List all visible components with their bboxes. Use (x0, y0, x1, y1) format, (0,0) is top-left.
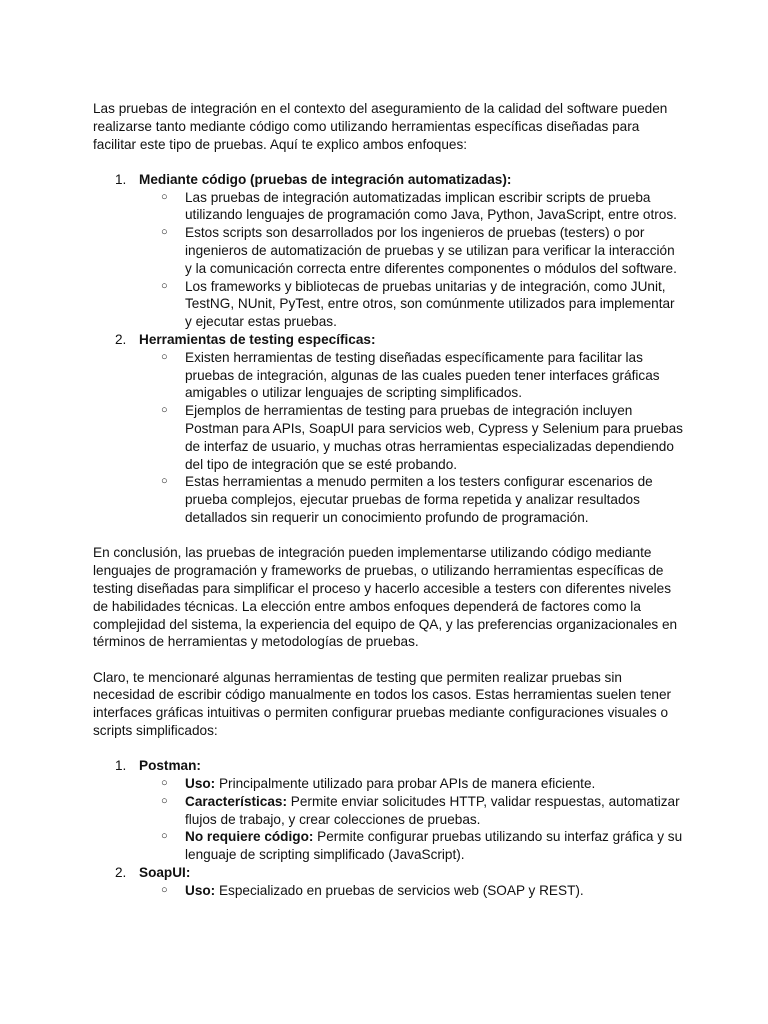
hollow-circle-bullet-icon (161, 473, 168, 491)
sub-list-item-text: Las pruebas de integración automatizadas implican escribir scripts de prueba utilizando lenguajes de programación como Java, Python, JavaScript, entre otros. (185, 189, 677, 223)
item-label: No requiere código: (185, 829, 314, 845)
sub-list-item (139, 882, 683, 900)
list-number: 1. (115, 758, 127, 774)
sub-list-item (139, 473, 683, 526)
hollow-circle-bullet-icon (161, 828, 168, 846)
list-number: 2. (115, 332, 127, 348)
item-text: Principalmente utilizado para probar APIs de manera eficiente. (215, 776, 596, 792)
approaches-list (93, 171, 683, 527)
sub-list-item (139, 793, 683, 829)
hollow-circle-bullet-icon (161, 349, 168, 367)
list-item-postman (93, 757, 683, 864)
sub-list-item-text: Estas herramientas a menudo permiten a los testers configurar escenarios de prueba complejos, ejecutar pruebas de forma repetida y analizar resultados detallados sin requerir un conocimiento profundo de programación. (185, 474, 653, 526)
sub-list (139, 775, 683, 864)
item-text: Especializado en pruebas de servicios web (SOAP y REST). (215, 882, 584, 898)
conclusion-paragraph: En conclusión, las pruebas de integración pueden implementarse utilizando código mediante lenguajes de programación y frameworks de pruebas, o utilizando herramientas específicas de testing diseñadas para simplificar el proceso y hacerlo accesible a testers con diferentes niveles de habilidades técnicas. La elección entre ambos enfoques dependerá de factores como la complejidad del sistema, la experiencia del equipo de QA, y las preferencias organizacionales en términos de herramientas y metodologías de pruebas. (93, 545, 678, 650)
list-item-soapui (93, 864, 683, 900)
sub-list-item (139, 189, 683, 225)
sub-list-item-text: Los frameworks y bibliotecas de pruebas unitarias y de integración, como JUnit, TestNG, NUnit, PyTest, entre otros, son comúnmente utilizados para implementar y ejecutar estas pruebas. (185, 278, 675, 330)
sub-list-item-text: Ejemplos de herramientas de testing para pruebas de integración incluyen Postman para APIs, SoapUI para servicios web, Cypress y Selenium para pruebas de interfaz de usuario, y muchas otras herramientas especializadas dependiendo del tipo de integración que se esté probando. (185, 403, 683, 472)
hollow-circle-bullet-icon (161, 402, 168, 420)
list-item-heading: Postman: (139, 758, 201, 774)
item-text: Permite enviar solicitudes HTTP, validar respuestas, automatizar flujos de trabajo, y crear colecciones de pruebas. (185, 793, 680, 827)
list-number: 1. (115, 171, 127, 187)
sub-list (139, 882, 683, 900)
sub-list (139, 189, 683, 331)
sub-list-item (139, 278, 683, 331)
document-page (93, 100, 683, 917)
hollow-circle-bullet-icon (161, 189, 168, 207)
list-item-approach-code (93, 171, 683, 331)
tools-intro-paragraph: Claro, te mencionaré algunas herramientas de testing que permiten realizar pruebas sin necesidad de escribir código manualmente en todos los casos. Estas herramientas suelen tener interfaces gráficas intuitivas o permiten configurar pruebas mediante configuraciones visuales o scripts simplificados: (93, 669, 672, 738)
intro-paragraph: Las pruebas de integración en el contexto del aseguramiento de la calidad del software pueden realizarse tanto mediante código como utilizando herramientas específicas diseñadas para facilitar este tipo de pruebas. Aquí te explico ambos enfoques: (93, 101, 668, 152)
sub-list-item (139, 402, 683, 473)
hollow-circle-bullet-icon (161, 882, 168, 900)
list-number: 2. (115, 865, 127, 881)
sub-list-item-text: Existen herramientas de testing diseñadas específicamente para facilitar las pruebas de integración, algunas de las cuales pueden tener interfaces gráficas amigables o utilizar lenguajes de scripting simplificados. (185, 349, 660, 401)
sub-list-item (139, 224, 683, 277)
hollow-circle-bullet-icon (161, 793, 168, 811)
item-label: Uso: (185, 776, 216, 792)
item-text: Permite configurar pruebas utilizando su interfaz gráfica y su lenguaje de scripting simplificado (JavaScript). (185, 829, 683, 863)
item-label: Uso: (185, 882, 216, 898)
sub-list (139, 349, 683, 527)
tools-list (93, 757, 683, 899)
sub-list-item (139, 828, 683, 864)
hollow-circle-bullet-icon (161, 775, 168, 793)
sub-list-item (139, 775, 683, 793)
list-item-heading: SoapUI: (139, 865, 191, 881)
list-item-approach-tools (93, 331, 683, 527)
hollow-circle-bullet-icon (161, 278, 168, 296)
hollow-circle-bullet-icon (161, 224, 168, 242)
sub-list-item-text: Estos scripts son desarrollados por los ingenieros de pruebas (testers) o por ingenieros de automatización de pruebas y se utilizan para verificar la interacción y la comunicación correcta entre diferentes componentes o módulos del software. (185, 225, 677, 276)
sub-list-item (139, 349, 683, 402)
list-item-heading: Herramientas de testing específicas: (139, 332, 376, 348)
item-label: Características: (185, 793, 288, 809)
list-item-heading: Mediante código (pruebas de integración automatizadas): (139, 171, 512, 187)
